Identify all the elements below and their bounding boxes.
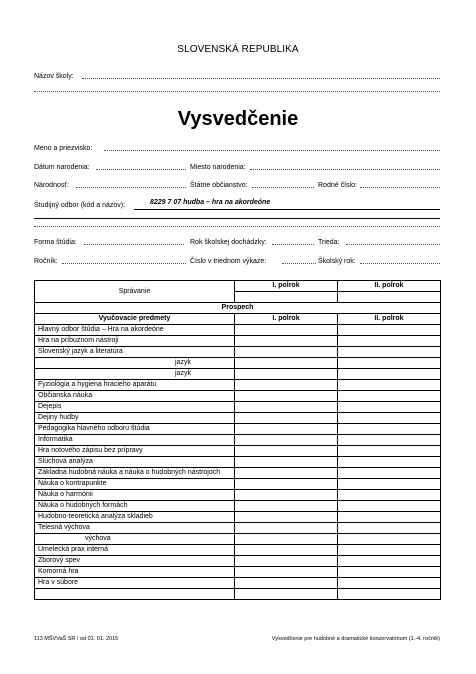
subject-name: Náuka o hudobných formách	[35, 501, 235, 512]
conduct-row	[35, 281, 441, 292]
conduct-first-half-cell[interactable]	[235, 292, 338, 303]
table-row	[35, 578, 441, 589]
subject-name: Náuka o harmónii	[35, 490, 235, 501]
study-field-value: 8229 7 07 hudba – hra na akordeóne	[150, 199, 271, 206]
subject-name: Náuka o kontrapunkte	[35, 479, 235, 490]
nationality-line[interactable]	[76, 187, 186, 188]
first-half-grade-cell[interactable]	[235, 479, 338, 490]
table-row	[35, 336, 441, 347]
second-half-grade-cell[interactable]	[338, 446, 441, 457]
subjects-header: Vyučovacie predmety	[35, 314, 235, 325]
subject-name: Telesná výchova	[35, 523, 235, 534]
table-row	[35, 589, 441, 600]
table-row	[35, 556, 441, 567]
study-field-line-3[interactable]	[34, 226, 440, 227]
table-row	[35, 567, 441, 578]
first-half-grade-cell[interactable]	[235, 435, 338, 446]
first-half-grade-cell[interactable]	[235, 589, 338, 600]
grades-table	[34, 280, 441, 600]
citizenship-label: Štátne občianstvo:	[190, 182, 248, 189]
subject-name: Hra v súbore	[35, 578, 235, 589]
table-row	[35, 369, 441, 380]
birth-number-line[interactable]	[360, 187, 440, 188]
study-field-line-2[interactable]	[34, 218, 440, 219]
subject-name: Komorná hra	[35, 567, 235, 578]
second-half-grade-cell[interactable]	[338, 589, 441, 600]
second-half-grade-cell[interactable]	[338, 369, 441, 380]
table-row	[35, 391, 441, 402]
subject-name: Informatika	[35, 435, 235, 446]
form-description: Vysvedčenie pre hudobné a dramatické konzervatórium (1.-4. ročník)	[271, 636, 440, 642]
subject-name: Sluchová analýza	[35, 457, 235, 468]
school-label: Názov školy:	[34, 73, 74, 80]
birth-place-line[interactable]	[250, 169, 440, 170]
birth-date-line[interactable]	[96, 169, 186, 170]
second-half-grade-cell[interactable]	[338, 413, 441, 424]
subject-name: Hudobno-teoretická analýza skladieb	[35, 512, 235, 523]
subject-name: Hlavný odbor štúdia – Hra na akordeóne	[35, 325, 235, 336]
first-half-grade-cell[interactable]	[235, 358, 338, 369]
first-half-grade-cell[interactable]	[235, 402, 338, 413]
table-row	[35, 446, 441, 457]
second-half-grade-cell[interactable]	[338, 424, 441, 435]
second-half-grade-cell[interactable]	[338, 501, 441, 512]
first-half-grade-cell[interactable]	[235, 501, 338, 512]
table-row	[35, 424, 441, 435]
subject-name: Slovenský jazyk a literatúra	[35, 347, 235, 358]
subject-name	[35, 589, 235, 600]
table-row	[35, 534, 441, 545]
subject-name: Pedagogika hlavného odboru štúdia	[35, 424, 235, 435]
school-line[interactable]	[82, 78, 440, 79]
first-half-grade-cell[interactable]	[235, 457, 338, 468]
subject-name: Dejepis	[35, 402, 235, 413]
first-half-grade-cell[interactable]	[235, 468, 338, 479]
school-line-2[interactable]	[34, 91, 440, 92]
birth-date-label: Dátum narodenia:	[34, 164, 90, 171]
first-half-header: I. polrok	[235, 314, 338, 325]
conduct-first-half-header: I. polrok	[235, 281, 338, 292]
citizenship-line[interactable]	[252, 187, 314, 188]
conduct-second-half-header: II. polrok	[338, 281, 441, 292]
first-half-grade-cell[interactable]	[235, 336, 338, 347]
study-form-label: Forma štúdia:	[34, 239, 77, 246]
first-half-grade-cell[interactable]	[235, 512, 338, 523]
second-half-grade-cell[interactable]	[338, 468, 441, 479]
grade-year-label: Ročník:	[34, 258, 58, 265]
subject-name: výchova	[35, 534, 235, 545]
first-half-grade-cell[interactable]	[235, 446, 338, 457]
table-row	[35, 325, 441, 336]
conduct-second-half-cell[interactable]	[338, 292, 441, 303]
table-row	[35, 512, 441, 523]
table-row	[35, 479, 441, 490]
table-row	[35, 545, 441, 556]
first-half-grade-cell[interactable]	[235, 578, 338, 589]
subject-name: jazyk	[35, 358, 235, 369]
name-line[interactable]	[104, 150, 440, 151]
form-code: 113 MŠVVaŠ SR / od 01. 01. 2015	[34, 636, 119, 642]
table-row	[35, 468, 441, 479]
first-half-grade-cell[interactable]	[235, 369, 338, 380]
subjects-header-row	[35, 314, 441, 325]
second-half-grade-cell[interactable]	[338, 325, 441, 336]
table-row	[35, 523, 441, 534]
table-row	[35, 402, 441, 413]
second-half-grade-cell[interactable]	[338, 479, 441, 490]
country-heading: SLOVENSKÁ REPUBLIKA	[177, 44, 299, 55]
first-half-grade-cell[interactable]	[235, 391, 338, 402]
second-half-grade-cell[interactable]	[338, 380, 441, 391]
name-label: Meno a priezvisko:	[34, 145, 93, 152]
table-row	[35, 380, 441, 391]
first-half-grade-cell[interactable]	[235, 523, 338, 534]
register-number-line[interactable]	[282, 263, 316, 264]
second-half-grade-cell[interactable]	[338, 545, 441, 556]
table-row	[35, 413, 441, 424]
table-row	[35, 435, 441, 446]
first-half-grade-cell[interactable]	[235, 490, 338, 501]
conduct-label: Správanie	[35, 281, 235, 303]
subject-name: Základná hudobná náuka a náuka o hudobných nástrojoch	[35, 468, 235, 479]
school-year-label: Školský rok:	[318, 258, 356, 265]
birth-number-label: Rodné číslo:	[318, 182, 357, 189]
nationality-label: Národnosť:	[34, 182, 69, 189]
second-half-grade-cell[interactable]	[338, 336, 441, 347]
document-title: Vysvedčenie	[177, 108, 299, 130]
second-half-header: II. polrok	[338, 314, 441, 325]
first-half-grade-cell[interactable]	[235, 380, 338, 391]
subject-name: Fyziológia a hygiena hracieho aparátu	[35, 380, 235, 391]
second-half-grade-cell[interactable]	[338, 435, 441, 446]
second-half-grade-cell[interactable]	[338, 556, 441, 567]
study-field-label: Študijný odbor (kód a názov):	[34, 202, 126, 209]
subject-name: Občianska náuka	[35, 391, 235, 402]
second-half-grade-cell[interactable]	[338, 578, 441, 589]
first-half-grade-cell[interactable]	[235, 534, 338, 545]
second-half-grade-cell[interactable]	[338, 490, 441, 501]
second-half-grade-cell[interactable]	[338, 391, 441, 402]
register-number-label: Číslo v triednom výkaze:	[190, 258, 267, 265]
first-half-grade-cell[interactable]	[235, 556, 338, 567]
second-half-grade-cell[interactable]	[338, 523, 441, 534]
attendance-year-label: Rok školskej dochádzky:	[190, 239, 267, 246]
school-year-line[interactable]	[360, 263, 440, 264]
subject-name: Hra notového zápisu bez prípravy	[35, 446, 235, 457]
class-label: Trieda:	[318, 239, 340, 246]
subject-name: Zborový spev	[35, 556, 235, 567]
second-half-grade-cell[interactable]	[338, 402, 441, 413]
second-half-grade-cell[interactable]	[338, 512, 441, 523]
table-row	[35, 358, 441, 369]
attendance-year-line[interactable]	[272, 244, 314, 245]
second-half-grade-cell[interactable]	[338, 457, 441, 468]
birth-place-label: Miesto narodenia:	[190, 164, 246, 171]
table-row	[35, 501, 441, 512]
first-half-grade-cell[interactable]	[235, 347, 338, 358]
table-row	[35, 490, 441, 501]
first-half-grade-cell[interactable]	[235, 567, 338, 578]
first-half-grade-cell[interactable]	[235, 424, 338, 435]
table-row	[35, 347, 441, 358]
first-half-grade-cell[interactable]	[235, 545, 338, 556]
subject-name: jazyk	[35, 369, 235, 380]
table-row	[35, 457, 441, 468]
second-half-grade-cell[interactable]	[338, 534, 441, 545]
second-half-grade-cell[interactable]	[338, 567, 441, 578]
progress-row	[35, 303, 441, 314]
grade-year-line[interactable]	[62, 263, 186, 264]
first-half-grade-cell[interactable]	[235, 413, 338, 424]
subject-name: Hra na príbuznom nástroji	[35, 336, 235, 347]
second-half-grade-cell[interactable]	[338, 347, 441, 358]
progress-label: Prospech	[35, 303, 441, 314]
subject-name: Dejiny hudby	[35, 413, 235, 424]
first-half-grade-cell[interactable]	[235, 325, 338, 336]
subject-name: Umelecká prax interná	[35, 545, 235, 556]
study-field-line[interactable]	[134, 209, 440, 210]
class-line[interactable]	[346, 244, 440, 245]
second-half-grade-cell[interactable]	[338, 358, 441, 369]
study-form-line[interactable]	[84, 244, 184, 245]
